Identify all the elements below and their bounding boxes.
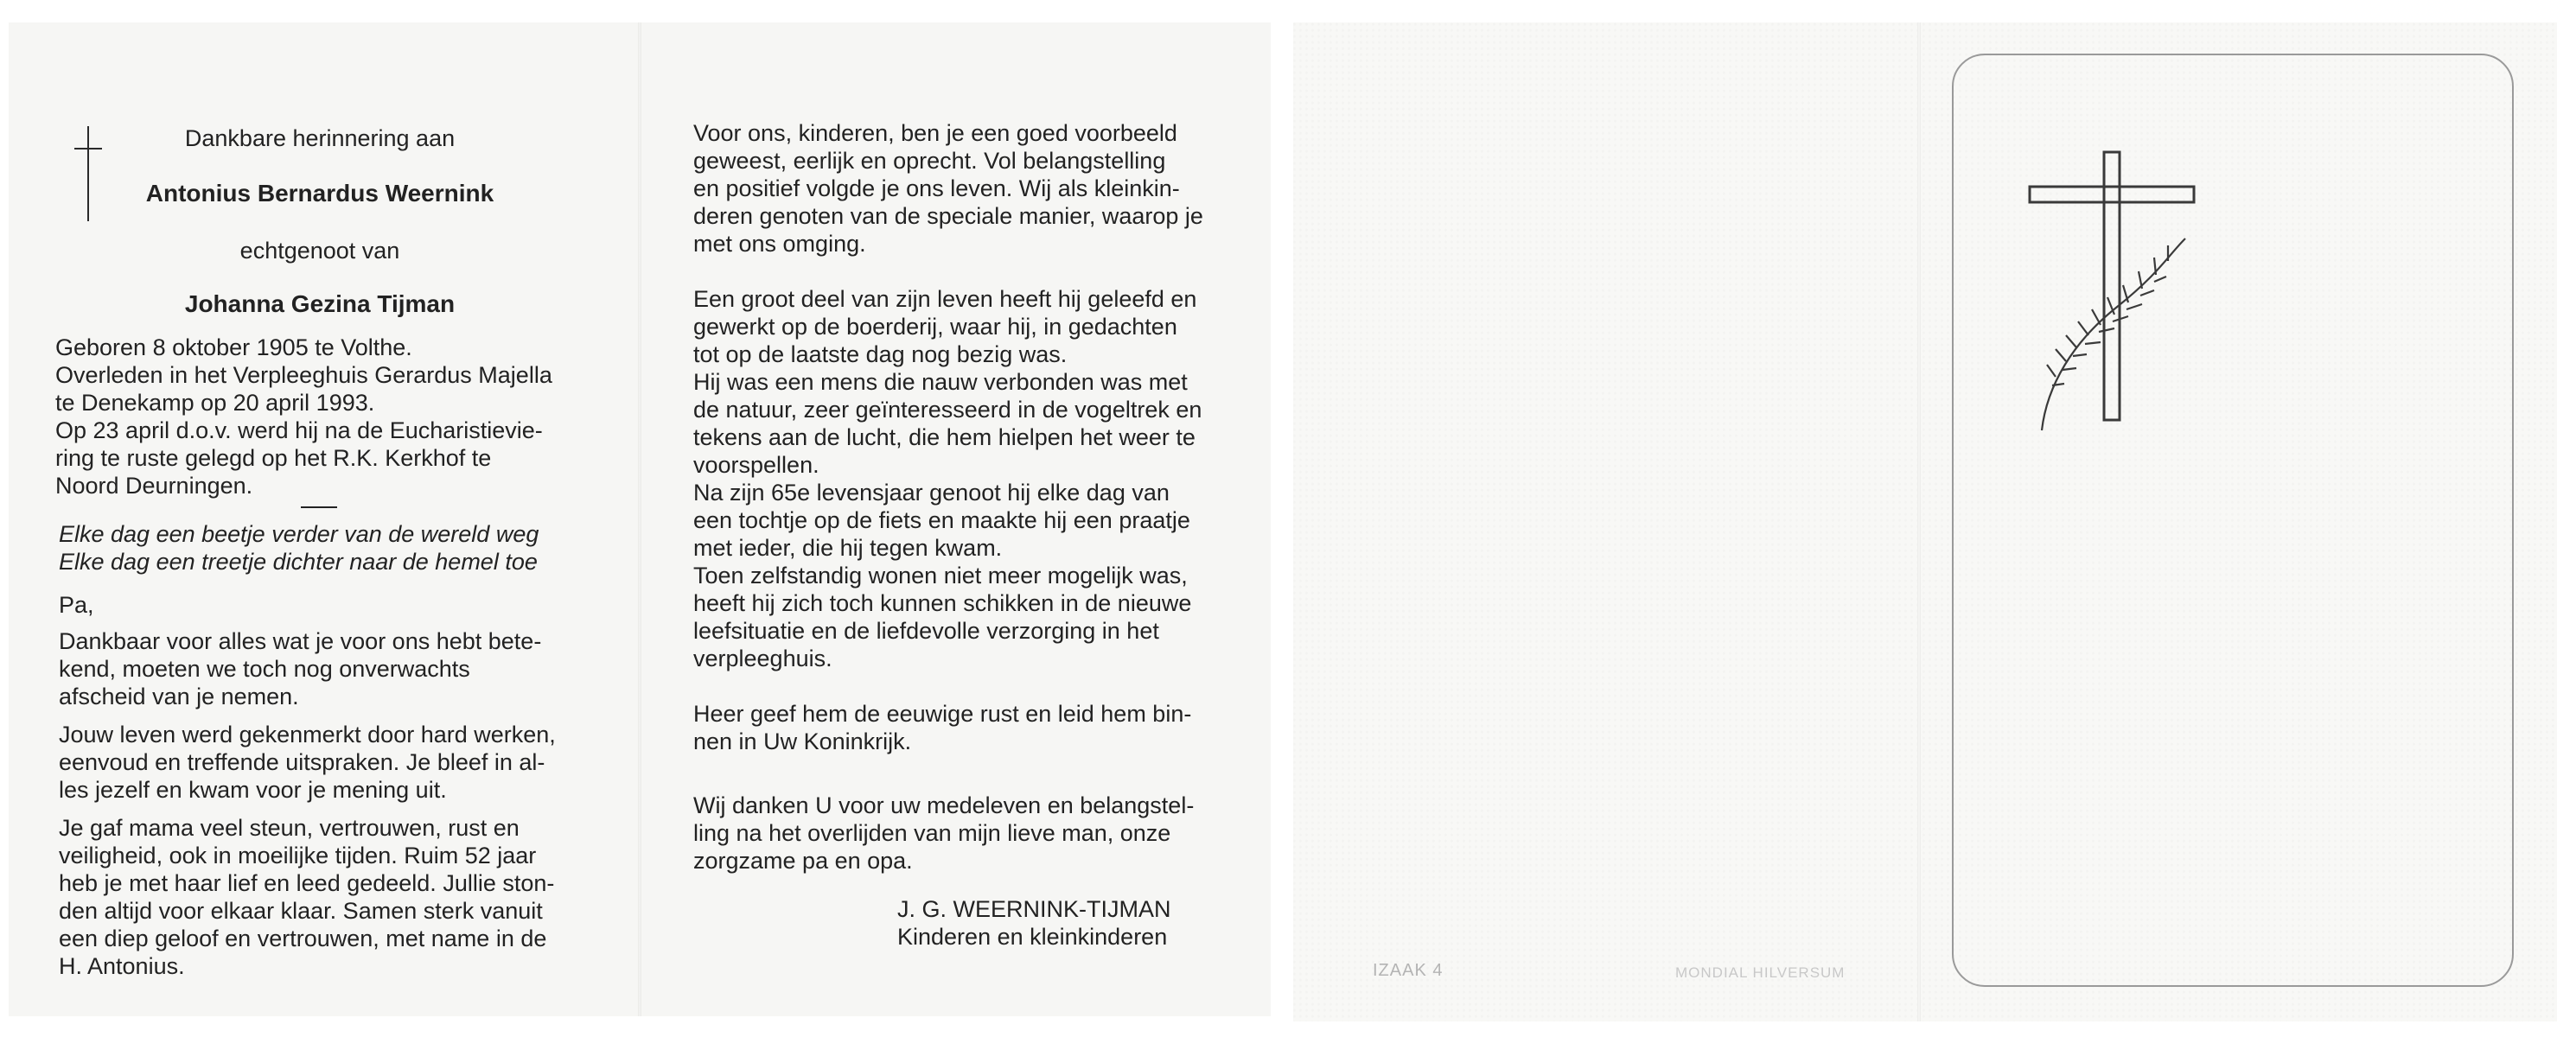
- text-line: zorgzame pa en opa.: [693, 848, 913, 874]
- text-line: een diep geloof en vertrouwen, met name in de: [59, 926, 547, 951]
- bio-line: Noord Deurningen.: [55, 473, 253, 499]
- text-line: tot op de laatste dag nog bezig was.: [693, 341, 1068, 367]
- signature-name: J. G. WEERNINK-TIJMAN: [897, 896, 1171, 922]
- text-line: les jezelf en kwam voor je mening uit.: [59, 777, 447, 803]
- memorial-header: Dankbare herinnering aan: [184, 125, 456, 151]
- text-line: tekens aan de lucht, die hem hielpen het weer te: [693, 424, 1196, 450]
- footer-left-code: IZAAK 4: [1373, 961, 1444, 980]
- salutation: Pa,: [59, 592, 94, 618]
- text-line: kend, moeten we toch nog onverwachts: [59, 656, 470, 682]
- bio-line: Geboren 8 oktober 1905 te Volthe.: [55, 334, 412, 360]
- text-line: Voor ons, kinderen, ben je een goed voorbeeld: [693, 120, 1177, 146]
- card-inside: [9, 22, 1271, 1016]
- cross-with-palm-icon: [2021, 126, 2220, 446]
- text-line: Je gaf mama veel steun, vertrouwen, rust en: [59, 815, 520, 841]
- left-page: [9, 22, 638, 1016]
- text-line: afscheid van je nemen.: [59, 684, 299, 709]
- text-line: nen in Uw Koninkrijk.: [693, 728, 912, 754]
- text-line: eenvoud en treffende uitspraken. Je bleef in al-: [59, 749, 545, 775]
- text-line: leefsituatie en de liefdevolle verzorging in het: [693, 618, 1159, 644]
- text-line: de natuur, zeer geïnteresseerd in de vogeltrek en: [693, 397, 1202, 423]
- text-line: deren genoten van de speciale manier, waarop je: [693, 203, 1203, 229]
- text-line: heeft hij zich toch kunnen schikken in de nieuwe: [693, 590, 1192, 616]
- text-line: geweest, eerlijk en oprecht. Vol belangstelling: [693, 148, 1166, 174]
- text-line: ling na het overlijden van mijn lieve man, onze: [693, 820, 1171, 846]
- text-line: een tochtje op de fiets en maakte hij een praatje: [693, 507, 1190, 533]
- text-line: Na zijn 65e levensjaar genoot hij elke dag van: [693, 480, 1170, 506]
- text-line: heb je met haar lief en leed gedeeld. Jullie ston-: [59, 870, 555, 896]
- text-line: Hij was een mens die nauw verbonden was met: [693, 369, 1188, 395]
- signature-family: Kinderen en kleinkinderen: [897, 924, 1168, 950]
- divider: [301, 506, 337, 508]
- footer-printer: MONDIAL HILVERSUM: [1675, 964, 1846, 981]
- text-line: gewerkt op de boerderij, waar hij, in gedachten: [693, 314, 1177, 340]
- text-line: H. Antonius.: [59, 953, 185, 979]
- bio-line: ring te ruste gelegd op het R.K. Kerkhof te: [55, 445, 492, 471]
- text-line: den altijd voor elkaar klaar. Samen sterk vanuit: [59, 898, 543, 924]
- card-outside: [1293, 22, 2557, 1021]
- text-line: Wij danken U voor uw medeleven en belangstel-: [693, 792, 1195, 818]
- fold-line: [1917, 22, 1921, 1021]
- text-line: met ieder, die hij tegen kwam.: [693, 535, 1003, 561]
- bio-line: Op 23 april d.o.v. werd hij na de Eucharistievie-: [55, 417, 543, 443]
- text-line: Toen zelfstandig wonen niet meer mogelijk was,: [693, 563, 1188, 588]
- text-line: en positief volgde je ons leven. Wij als kleinkin-: [693, 175, 1180, 201]
- text-line: met ons omging.: [693, 231, 866, 257]
- text-line: verpleeghuis.: [693, 646, 832, 671]
- verse-line: Elke dag een treetje dichter naar de hemel toe: [59, 549, 538, 575]
- text-line: Dankbaar voor alles wat je voor ons hebt bete-: [59, 628, 542, 654]
- text-line: Heer geef hem de eeuwige rust en leid hem bin-: [693, 701, 1192, 727]
- text-line: Jouw leven werd gekenmerkt door hard werken,: [59, 722, 556, 748]
- bio-line: Overleden in het Verpleeghuis Gerardus Majella: [55, 362, 552, 388]
- text-line: Een groot deel van zijn leven heeft hij geleefd en: [693, 286, 1197, 312]
- right-page: [641, 22, 1271, 1016]
- text-line: veiligheid, ook in moeilijke tijden. Ruim 52 jaar: [59, 843, 537, 868]
- bio-line: te Denekamp op 20 april 1993.: [55, 390, 375, 416]
- spouse-label: echtgenoot van: [239, 238, 400, 264]
- text-line: voorspellen.: [693, 452, 819, 478]
- spouse-name: Johanna Gezina Tijman: [184, 290, 456, 317]
- deceased-name: Antonius Bernardus Weernink: [145, 180, 494, 207]
- verse-line: Elke dag een beetje verder van de wereld weg: [59, 521, 539, 547]
